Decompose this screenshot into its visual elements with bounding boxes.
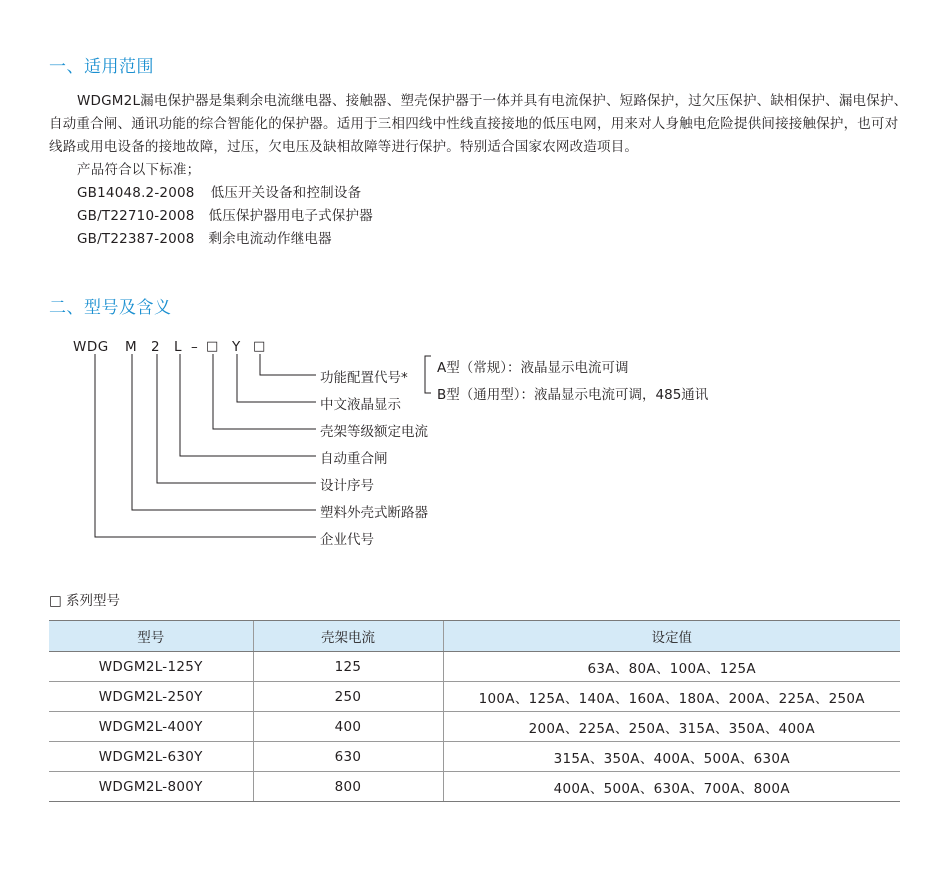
cell-frame-current: 400 [253,712,443,742]
scope-paragraph: WDGM2L漏电保护器是集剩余电流继电器、接触器、塑壳保护器于一体并具有电流保护、短路保护，过欠压保护、缺相保护、漏电保护、自动重合闸、通讯功能的综合智能化的保护器。适用于三相四线中性线直接接地的低压电网，用来对人身触电危险提供间接接触保护，也可对线路或用电设备的接地故障，过压，欠电压及缺相故障等进行保护。特别适合国家农网改造项目。 [49,93,908,155]
code-part-enterprise: WDG [73,339,109,355]
code-part-l: L [174,339,183,355]
cell-settings: 315A、350A、400A、500A、630A [443,742,900,772]
section-title-scope: 一、适用范围 [49,57,154,77]
table-row [49,652,900,682]
standard-code: GB14048.2-2008 [77,185,195,201]
options-bracket [425,356,431,393]
column-header: 型号 [49,621,253,652]
standard-name: 低压保护器用电子式保护器 [208,208,373,224]
standard-name: 低压开关设备和控制设备 [210,185,362,201]
leader-line-frame-current [213,354,316,429]
label-enterprise-code: 企业代号 [320,532,374,548]
standards-intro: 产品符合以下标准； [77,162,201,178]
option-b: B型（通用型）：液晶显示电流可调，485通讯 [437,387,709,403]
label-lcd: 中文液晶显示 [320,397,401,413]
label-mccb: 塑料外壳式断路器 [320,505,428,521]
label-auto-reclose: 自动重合闸 [320,451,388,467]
leader-line-reclose [180,354,316,456]
standard-code: GB/T22710-2008 [77,208,195,224]
leader-line-mccb [132,354,316,510]
table-row [49,742,900,772]
label-design-number: 设计序号 [320,478,374,494]
cell-settings: 100A、125A、140A、160A、180A、200A、225A、250A [443,682,900,712]
code-part-2: 2 [151,339,161,355]
code-part-m: M [125,339,138,355]
column-header: 设定值 [443,621,900,652]
section-title-model: 二、型号及含义 [49,298,172,318]
table-row [49,772,900,802]
cell-frame-current: 250 [253,682,443,712]
cell-frame-current: 630 [253,742,443,772]
cell-model: WDGM2L-125Y [49,652,253,682]
standard-code: GB/T22387-2008 [77,231,195,247]
cell-model: WDGM2L-250Y [49,682,253,712]
code-part-y: Y [232,339,241,355]
cell-settings: 200A、225A、250A、315A、350A、400A [443,712,900,742]
series-table-caption: □ 系列型号 [49,593,121,609]
leader-line-function [260,354,316,375]
cell-model: WDGM2L-630Y [49,742,253,772]
cell-model: WDGM2L-800Y [49,772,253,802]
label-frame-current: 壳架等级额定电流 [320,424,428,440]
cell-model: WDGM2L-400Y [49,712,253,742]
table-row [49,712,900,742]
series-table [49,620,900,802]
cell-settings: 400A、500A、630A、700A、800A [443,772,900,802]
code-part-box-function: □ [253,339,266,354]
table-header-row [49,621,900,652]
cell-frame-current: 125 [253,652,443,682]
label-function-code: 功能配置代号* [320,370,408,386]
table-row [49,682,900,712]
column-header: 壳架电流 [253,621,443,652]
leader-line-lcd [237,354,316,402]
code-part-dash: – [191,339,199,355]
code-part-box-current: □ [206,339,219,354]
option-a: A型（常规）：液晶显示电流可调 [437,360,629,376]
standard-name: 剩余电流动作继电器 [208,231,332,247]
cell-settings: 63A、80A、100A、125A [443,652,900,682]
cell-frame-current: 800 [253,772,443,802]
